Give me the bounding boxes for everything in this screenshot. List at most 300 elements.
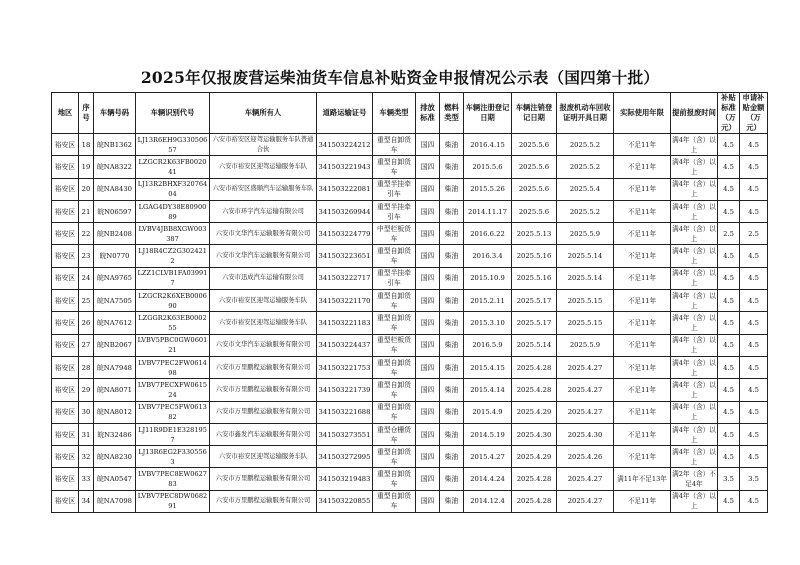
- recycle-date-cell: 2025.4.27: [557, 490, 614, 512]
- table-row: [52, 178, 768, 200]
- vin-cell: LVBV5PBC0GW060121: [136, 334, 210, 356]
- permit-cell: 341503222081: [317, 178, 373, 200]
- permit-cell: 341503221739: [317, 379, 373, 401]
- fuel-cell: 柴油: [440, 312, 464, 334]
- recycle-date-cell: 2025.5.9: [557, 334, 614, 356]
- recycle-date-cell: 2025.5.2: [557, 200, 614, 222]
- owner-cell: 六安市裕安区迎驾运输服务车队: [210, 312, 317, 334]
- usage-years-cell: 不足11年: [614, 356, 671, 378]
- usage-years-cell: 不足11年: [614, 178, 671, 200]
- header-cell: 排放标准: [416, 93, 440, 134]
- header-cell: 实际使用年限: [614, 93, 671, 134]
- usage-years-cell: 不足11年: [614, 156, 671, 178]
- region-cell: 裕安区: [52, 267, 79, 289]
- vehicle-type-cell: 重型自卸货车: [373, 401, 416, 423]
- subsidy-standard-cell: 4.5: [718, 290, 740, 312]
- vehicle-type-cell: 重型仓栅货车: [373, 423, 416, 445]
- usage-years-cell: 不足11年: [614, 267, 671, 289]
- subsidy-standard-cell: 4.5: [718, 423, 740, 445]
- early-scrap-cell: 满4年（含）以上: [671, 334, 718, 356]
- deregister-date-cell: 2025.4.28: [512, 468, 557, 490]
- register-date-cell: 2016.5.9: [464, 334, 512, 356]
- header-cell: 燃料类型: [440, 93, 464, 134]
- owner-cell: 六安市万里鹏程运输服务有限公司: [210, 401, 317, 423]
- vehicle-type-cell: 重型自卸货车: [373, 379, 416, 401]
- plate-cell: 皖NA8012: [94, 401, 136, 423]
- usage-years-cell: 不足11年: [614, 290, 671, 312]
- vehicle-type-cell: 重型半挂牵引车: [373, 267, 416, 289]
- vin-cell: LGAG4DY38E8090089: [136, 200, 210, 222]
- table-row: [52, 245, 768, 267]
- vehicle-type-cell: 重型自卸货车: [373, 468, 416, 490]
- subsidy-amount-cell: 2.5: [740, 223, 768, 245]
- early-scrap-cell: 满4年（含）以上: [671, 178, 718, 200]
- subsidy-amount-cell: 4.5: [740, 356, 768, 378]
- subsidy-amount-cell: 4.5: [740, 290, 768, 312]
- header-cell: 申请补贴金额（万元）: [740, 93, 768, 134]
- region-cell: 裕安区: [52, 334, 79, 356]
- emission-cell: 国四: [416, 245, 440, 267]
- subsidy-amount-cell: 4.5: [740, 401, 768, 423]
- fuel-cell: 柴油: [440, 178, 464, 200]
- subsidy-amount-cell: 4.5: [740, 267, 768, 289]
- recycle-date-cell: 2025.5.14: [557, 267, 614, 289]
- early-scrap-cell: 满4年（含）以上: [671, 379, 718, 401]
- permit-cell: 341503221943: [317, 156, 373, 178]
- subsidy-standard-cell: 4.5: [718, 446, 740, 468]
- table-row: [52, 134, 768, 156]
- deregister-date-cell: 2025.5.6: [512, 156, 557, 178]
- vin-cell: LVBV7PEC2FW061498: [136, 356, 210, 378]
- index-cell: 31: [79, 423, 94, 445]
- fuel-cell: 柴油: [440, 446, 464, 468]
- early-scrap-cell: 满4年（含）以上: [671, 423, 718, 445]
- fuel-cell: 柴油: [440, 223, 464, 245]
- usage-years-cell: 不足11年: [614, 312, 671, 334]
- plate-cell: 皖NA8322: [94, 156, 136, 178]
- header-cell: 补贴标准（万元）: [718, 93, 740, 134]
- plate-cell: 皖NA8071: [94, 379, 136, 401]
- usage-years-cell: 不足11年: [614, 200, 671, 222]
- permit-cell: 341503224437: [317, 334, 373, 356]
- usage-years-cell: 不足11年: [614, 334, 671, 356]
- region-cell: 裕安区: [52, 134, 79, 156]
- early-scrap-cell: 满4年（含）以上: [671, 446, 718, 468]
- owner-cell: 六安市裕安区迎驾运输服务车队: [210, 156, 317, 178]
- index-cell: 21: [79, 200, 94, 222]
- usage-years-cell: 不足11年: [614, 245, 671, 267]
- early-scrap-cell: 满4年（含）以上: [671, 312, 718, 334]
- deregister-date-cell: 2025.4.29: [512, 401, 557, 423]
- region-cell: 裕安区: [52, 423, 79, 445]
- fuel-cell: 柴油: [440, 423, 464, 445]
- permit-cell: 341503272995: [317, 446, 373, 468]
- table-row: [52, 379, 768, 401]
- early-scrap-cell: 满4年（含）以上: [671, 490, 718, 512]
- header-cell: 车辆所有人: [210, 93, 317, 134]
- index-cell: 34: [79, 490, 94, 512]
- fuel-cell: 柴油: [440, 200, 464, 222]
- region-cell: 裕安区: [52, 223, 79, 245]
- region-cell: 裕安区: [52, 245, 79, 267]
- index-cell: 29: [79, 379, 94, 401]
- deregister-date-cell: 2025.5.14: [512, 334, 557, 356]
- register-date-cell: 2014.5.19: [464, 423, 512, 445]
- table-row: [52, 200, 768, 222]
- recycle-date-cell: 2025.5.2: [557, 134, 614, 156]
- subsidy-standard-cell: 4.5: [718, 490, 740, 512]
- plate-cell: 皖NA9765: [94, 267, 136, 289]
- index-cell: 32: [79, 446, 94, 468]
- subsidy-standard-cell: 4.5: [718, 156, 740, 178]
- owner-cell: 六安市文华汽车运输服务有限公司: [210, 245, 317, 267]
- header-cell: 报废机动车回收证明开具日期: [557, 93, 614, 134]
- owner-cell: 六安市迅成汽车运输有限公司: [210, 267, 317, 289]
- header-cell: 车辆注册登记日期: [464, 93, 512, 134]
- owner-cell: 六安市文华汽车运输服务有限公司: [210, 223, 317, 245]
- early-scrap-cell: 满4年（含）以上: [671, 401, 718, 423]
- permit-cell: 341503220855: [317, 490, 373, 512]
- subsidy-amount-cell: 4.5: [740, 134, 768, 156]
- register-date-cell: 2015.4.27: [464, 446, 512, 468]
- index-cell: 30: [79, 401, 94, 423]
- region-cell: 裕安区: [52, 379, 79, 401]
- recycle-date-cell: 2025.4.27: [557, 468, 614, 490]
- owner-cell: 六安市鑫发汽车运输服务有限公司: [210, 423, 317, 445]
- deregister-date-cell: 2025.5.6: [512, 200, 557, 222]
- emission-cell: 国四: [416, 356, 440, 378]
- usage-years-cell: 不足11年: [614, 446, 671, 468]
- register-date-cell: 2015.3.10: [464, 312, 512, 334]
- register-date-cell: 2016.4.15: [464, 134, 512, 156]
- usage-years-cell: 不足11年: [614, 490, 671, 512]
- recycle-date-cell: 2025.5.9: [557, 223, 614, 245]
- fuel-cell: 柴油: [440, 401, 464, 423]
- emission-cell: 国四: [416, 223, 440, 245]
- emission-cell: 国四: [416, 379, 440, 401]
- fuel-cell: 柴油: [440, 245, 464, 267]
- usage-years-cell: 不足11年: [614, 223, 671, 245]
- deregister-date-cell: 2025.5.6: [512, 178, 557, 200]
- subsidy-amount-cell: 4.5: [740, 334, 768, 356]
- vehicle-type-cell: 重型自卸货车: [373, 134, 416, 156]
- deregister-date-cell: 2025.5.17: [512, 312, 557, 334]
- vin-cell: LJ13R6EG2F3305563: [136, 446, 210, 468]
- region-cell: 裕安区: [52, 468, 79, 490]
- table-row: [52, 267, 768, 289]
- register-date-cell: 2015.10.9: [464, 267, 512, 289]
- index-cell: 26: [79, 312, 94, 334]
- register-date-cell: 2015.4.9: [464, 401, 512, 423]
- page-title: 2025年仅报废营运柴油货车信息补贴资金申报情况公示表（国四第十批）: [140, 68, 660, 87]
- plate-cell: 皖NA8230: [94, 446, 136, 468]
- early-scrap-cell: 满4年（含）以上: [671, 223, 718, 245]
- fuel-cell: 柴油: [440, 290, 464, 312]
- vehicle-type-cell: 重型自卸货车: [373, 356, 416, 378]
- region-cell: 裕安区: [52, 490, 79, 512]
- index-cell: 18: [79, 134, 94, 156]
- plate-cell: 皖NB1362: [94, 134, 136, 156]
- subsidy-standard-cell: 4.5: [718, 178, 740, 200]
- subsidy-amount-cell: 4.5: [740, 200, 768, 222]
- vin-cell: LZZ1CLVB1FA039917: [136, 267, 210, 289]
- subsidy-amount-cell: 4.5: [740, 423, 768, 445]
- usage-years-cell: 不足11年: [614, 134, 671, 156]
- subsidy-table: [51, 92, 768, 513]
- vin-cell: LJ18R4CZ2G3024212: [136, 245, 210, 267]
- subsidy-standard-cell: 4.5: [718, 334, 740, 356]
- header-cell: 道路运输证号: [317, 93, 373, 134]
- permit-cell: 341503221183: [317, 312, 373, 334]
- header-cell: 车辆类型: [373, 93, 416, 134]
- emission-cell: 国四: [416, 334, 440, 356]
- index-cell: 20: [79, 178, 94, 200]
- table-row: [52, 468, 768, 490]
- emission-cell: 国四: [416, 178, 440, 200]
- emission-cell: 国四: [416, 156, 440, 178]
- plate-cell: 皖NA7505: [94, 290, 136, 312]
- permit-cell: 341503224212: [317, 134, 373, 156]
- region-cell: 裕安区: [52, 156, 79, 178]
- vehicle-type-cell: 重型半挂牵引车: [373, 178, 416, 200]
- recycle-date-cell: 2025.5.2: [557, 156, 614, 178]
- header-cell: 车辆识别代号: [136, 93, 210, 134]
- register-date-cell: 2014.4.24: [464, 468, 512, 490]
- subsidy-amount-cell: 4.5: [740, 245, 768, 267]
- subsidy-standard-cell: 2.5: [718, 223, 740, 245]
- subsidy-standard-cell: 4.5: [718, 267, 740, 289]
- vin-cell: LZGCR2K63FB002041: [136, 156, 210, 178]
- owner-cell: 六安市万里鹏程运输服务有限公司: [210, 490, 317, 512]
- register-date-cell: 2016.3.4: [464, 245, 512, 267]
- table-row: [52, 356, 768, 378]
- early-scrap-cell: 满4年（含）以上: [671, 134, 718, 156]
- subsidy-amount-cell: 3.5: [740, 468, 768, 490]
- table-row: [52, 223, 768, 245]
- deregister-date-cell: 2025.5.6: [512, 134, 557, 156]
- subsidy-amount-cell: 4.5: [740, 490, 768, 512]
- deregister-date-cell: 2025.4.28: [512, 379, 557, 401]
- vin-cell: LVBV7PECXFW061524: [136, 379, 210, 401]
- vehicle-type-cell: 重型自卸货车: [373, 446, 416, 468]
- subsidy-amount-cell: 4.5: [740, 379, 768, 401]
- recycle-date-cell: 2025.4.30: [557, 423, 614, 445]
- plate-cell: 皖N32486: [94, 423, 136, 445]
- plate-cell: 皖NA0547: [94, 468, 136, 490]
- register-date-cell: 2015.5.6: [464, 156, 512, 178]
- permit-cell: 341503223651: [317, 245, 373, 267]
- permit-cell: 341503219483: [317, 468, 373, 490]
- deregister-date-cell: 2025.4.29: [512, 446, 557, 468]
- subsidy-standard-cell: 4.5: [718, 379, 740, 401]
- region-cell: 裕安区: [52, 446, 79, 468]
- recycle-date-cell: 2025.4.27: [557, 379, 614, 401]
- deregister-date-cell: 2025.4.28: [512, 356, 557, 378]
- owner-cell: 六安市裕安区迎驾运输服务车队普通合伙: [210, 134, 317, 156]
- early-scrap-cell: 满4年（含）以上: [671, 156, 718, 178]
- header-cell: 地区: [52, 93, 79, 134]
- emission-cell: 国四: [416, 134, 440, 156]
- emission-cell: 国四: [416, 267, 440, 289]
- table-row: [52, 334, 768, 356]
- header-cell: 序号: [79, 93, 94, 134]
- owner-cell: 六安市文华汽车运输服务有限公司: [210, 334, 317, 356]
- subsidy-amount-cell: 4.5: [740, 312, 768, 334]
- region-cell: 裕安区: [52, 401, 79, 423]
- region-cell: 裕安区: [52, 356, 79, 378]
- subsidy-standard-cell: 4.5: [718, 200, 740, 222]
- vehicle-type-cell: 重型栏板货车: [373, 334, 416, 356]
- emission-cell: 国四: [416, 468, 440, 490]
- owner-cell: 六安市裕安区迎驾运输服务车队: [210, 290, 317, 312]
- emission-cell: 国四: [416, 312, 440, 334]
- emission-cell: 国四: [416, 290, 440, 312]
- fuel-cell: 柴油: [440, 468, 464, 490]
- owner-cell: 六安市万里鹏程运输服务有限公司: [210, 379, 317, 401]
- vin-cell: LVBV4JBB8XGW003387: [136, 223, 210, 245]
- register-date-cell: 2015.2.11: [464, 290, 512, 312]
- index-cell: 23: [79, 245, 94, 267]
- region-cell: 裕安区: [52, 312, 79, 334]
- vehicle-type-cell: 重型自卸货车: [373, 290, 416, 312]
- table-row: [52, 446, 768, 468]
- fuel-cell: 柴油: [440, 134, 464, 156]
- owner-cell: 六安市裕安区迎驾运输服务车队: [210, 446, 317, 468]
- emission-cell: 国四: [416, 446, 440, 468]
- early-scrap-cell: 满4年（含）以上: [671, 290, 718, 312]
- vehicle-type-cell: 中型栏板货车: [373, 223, 416, 245]
- plate-cell: 皖NA7612: [94, 312, 136, 334]
- subsidy-standard-cell: 3.5: [718, 468, 740, 490]
- early-scrap-cell: 满4年（含）以上: [671, 356, 718, 378]
- index-cell: 33: [79, 468, 94, 490]
- usage-years-cell: 满11年不足13年: [614, 468, 671, 490]
- table-row: [52, 423, 768, 445]
- usage-years-cell: 不足11年: [614, 423, 671, 445]
- vin-cell: LJ11R9DE1E3281957: [136, 423, 210, 445]
- table-header-row: [52, 93, 768, 134]
- fuel-cell: 柴油: [440, 490, 464, 512]
- owner-cell: 六安市万里鹏程运输服务有限公司: [210, 468, 317, 490]
- emission-cell: 国四: [416, 490, 440, 512]
- early-scrap-cell: 满4年（含）以上: [671, 245, 718, 267]
- early-scrap-cell: 满4年（含）以上: [671, 200, 718, 222]
- emission-cell: 国四: [416, 200, 440, 222]
- index-cell: 27: [79, 334, 94, 356]
- emission-cell: 国四: [416, 423, 440, 445]
- register-date-cell: 2016.6.22: [464, 223, 512, 245]
- permit-cell: 341503269944: [317, 200, 373, 222]
- plate-cell: 皖N0770: [94, 245, 136, 267]
- usage-years-cell: 不足11年: [614, 401, 671, 423]
- table-row: [52, 312, 768, 334]
- vin-cell: LVBV7PEC8DW068291: [136, 490, 210, 512]
- permit-cell: 341503221170: [317, 290, 373, 312]
- deregister-date-cell: 2025.5.16: [512, 267, 557, 289]
- permit-cell: 341503221753: [317, 356, 373, 378]
- header-cell: 车辆号码: [94, 93, 136, 134]
- vehicle-type-cell: 重型自卸货车: [373, 490, 416, 512]
- permit-cell: 341503273551: [317, 423, 373, 445]
- vin-cell: LJ13R2BHXF32076404: [136, 178, 210, 200]
- usage-years-cell: 不足11年: [614, 379, 671, 401]
- register-date-cell: 2014.11.17: [464, 200, 512, 222]
- vin-cell: LJ13R6EH9G33050657: [136, 134, 210, 156]
- emission-cell: 国四: [416, 401, 440, 423]
- region-cell: 裕安区: [52, 200, 79, 222]
- recycle-date-cell: 2025.5.15: [557, 290, 614, 312]
- subsidy-amount-cell: 4.5: [740, 178, 768, 200]
- plate-cell: 皖N06597: [94, 200, 136, 222]
- plate-cell: 皖NA7098: [94, 490, 136, 512]
- table-row: [52, 156, 768, 178]
- subsidy-standard-cell: 4.5: [718, 401, 740, 423]
- fuel-cell: 柴油: [440, 334, 464, 356]
- index-cell: 22: [79, 223, 94, 245]
- plate-cell: 皖NA8430: [94, 178, 136, 200]
- recycle-date-cell: 2025.5.4: [557, 178, 614, 200]
- register-date-cell: 2014.12.4: [464, 490, 512, 512]
- vin-cell: LZGCR2K6XEB000690: [136, 290, 210, 312]
- deregister-date-cell: 2025.4.30: [512, 423, 557, 445]
- header-cell: 提前报废时间: [671, 93, 718, 134]
- owner-cell: 六安市环宇汽车运输有限公司: [210, 200, 317, 222]
- table-row: [52, 290, 768, 312]
- index-cell: 19: [79, 156, 94, 178]
- subsidy-standard-cell: 4.5: [718, 245, 740, 267]
- plate-cell: 皖NA7948: [94, 356, 136, 378]
- vehicle-type-cell: 重型自卸货车: [373, 156, 416, 178]
- vin-cell: LVBV7PEC5FW061382: [136, 401, 210, 423]
- subsidy-standard-cell: 4.5: [718, 312, 740, 334]
- vin-cell: LZGGR2K63EB000255: [136, 312, 210, 334]
- deregister-date-cell: 2025.5.16: [512, 245, 557, 267]
- deregister-date-cell: 2025.4.28: [512, 490, 557, 512]
- register-date-cell: 2015.5.26: [464, 178, 512, 200]
- deregister-date-cell: 2025.5.13: [512, 223, 557, 245]
- register-date-cell: 2015.4.15: [464, 356, 512, 378]
- fuel-cell: 柴油: [440, 267, 464, 289]
- recycle-date-cell: 2025.4.26: [557, 446, 614, 468]
- owner-cell: 六安市裕安区盛顺汽车运输服务车队: [210, 178, 317, 200]
- register-date-cell: 2015.4.14: [464, 379, 512, 401]
- permit-cell: 341503222717: [317, 267, 373, 289]
- vehicle-type-cell: 重型半挂牵引车: [373, 200, 416, 222]
- permit-cell: 341503221688: [317, 401, 373, 423]
- plate-cell: 皖NB2067: [94, 334, 136, 356]
- early-scrap-cell: 满4年（含）以上: [671, 267, 718, 289]
- subsidy-standard-cell: 4.5: [718, 134, 740, 156]
- recycle-date-cell: 2025.5.14: [557, 245, 614, 267]
- permit-cell: 341503224779: [317, 223, 373, 245]
- owner-cell: 六安市万里鹏程运输服务有限公司: [210, 356, 317, 378]
- recycle-date-cell: 2025.4.27: [557, 356, 614, 378]
- header-cell: 车辆注销登记日期: [512, 93, 557, 134]
- index-cell: 25: [79, 290, 94, 312]
- deregister-date-cell: 2025.5.17: [512, 290, 557, 312]
- vehicle-type-cell: 重型自卸货车: [373, 312, 416, 334]
- subsidy-amount-cell: 4.5: [740, 446, 768, 468]
- recycle-date-cell: 2025.4.27: [557, 401, 614, 423]
- index-cell: 24: [79, 267, 94, 289]
- table-row: [52, 401, 768, 423]
- early-scrap-cell: 满2年（含）不足4年: [671, 468, 718, 490]
- fuel-cell: 柴油: [440, 356, 464, 378]
- fuel-cell: 柴油: [440, 156, 464, 178]
- table-row: [52, 490, 768, 512]
- subsidy-standard-cell: 4.5: [718, 356, 740, 378]
- subsidy-amount-cell: 4.5: [740, 156, 768, 178]
